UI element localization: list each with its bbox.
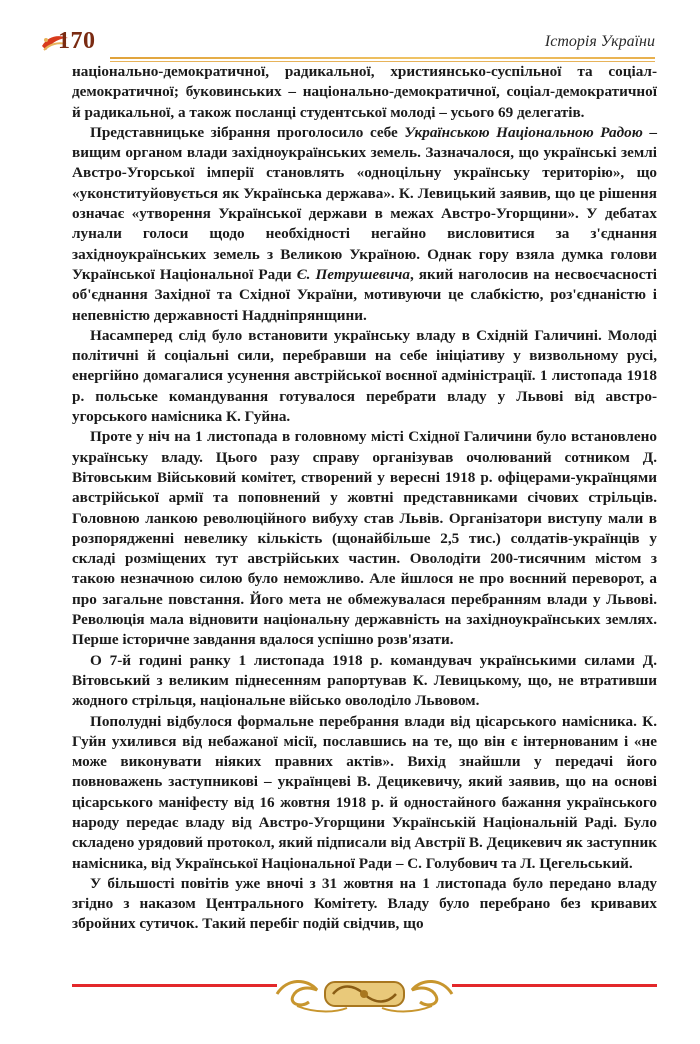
- page-footer: [72, 972, 657, 1022]
- paragraph-2-italic: Є. Петрушевича: [296, 265, 410, 283]
- paragraph-4: Проте у ніч на 1 листопада в головному місті Східної Галичини було встановлено українську владу. Цього разу справу організував очолюваний сотником Д. Вітовським Військовий комітет, створений у вересні 1918 р. офіцерами-українцями австрійської армії та поповнений у жовтні представниками січових стрільців. Головною ланкою революційного вибуху став Львів. Організатори виступу мали в розпорядженні невелику кількість (щонайбільше 2,5 тис.) солдатів-українців у складі розміщених тут австрійських частин. Оволодіти 200-тисячним містом з такою незначною силою було неможливо. Але йшлося не про воєнний переворот, а про загальне повстання. Його мета не обмежувалася перебранням влади у Львові. Революція мала відновити національну державність на західноукраїнських землях. Перше історичне завдання вдалося успішно розв'язати.: [72, 428, 657, 649]
- page-body: [72, 62, 657, 935]
- paragraph-2-italic: Українською Національною Радою: [404, 123, 643, 141]
- header-rule: [110, 57, 655, 59]
- paragraph-5: О 7-й годині ранку 1 листопада 1918 р. командувач українськими силами Д. Вітовський з великим піднесенням рапортував К. Левицькому, що, не втративши жодного стрільця, національне військо оволоділо Львовом.: [72, 651, 657, 710]
- book-title: Історія України: [544, 33, 655, 50]
- footer-rule-right: [452, 984, 657, 987]
- paragraph-2-part: , який наголосив на несвоєчасності об'єднання Західної та Східної України, мотивуючи це слабкістю, роз'єднаністю і непевністю державності Наддніпрянщини.: [72, 265, 657, 324]
- paragraph-2-part: – вищим органом влади західноукраїнських земель. Зазначалося, що українські землі Австро-Угорської імперії становлять «одноцільну українську територію», що «уконституйовується як Українська держава». К. Левицький заявив, що це рішення означає «утворення Української держави в межах Австро-Угорщини». У дебатах лунали голоси щодо необхідності негайно висловитися за з'єднання західноукраїнських земель з Великою Україною. Однак гору взяла думка голови Української Національної Ради: [72, 123, 658, 283]
- paragraph-7: У більшості повітів уже вночі з 31 жовтня на 1 листопада було передано владу згідно з наказом Центрального Комітету. Владу було перебрано без кривавих збройних сутичок. Такий перебіг подій свідчив, що: [72, 874, 657, 933]
- paragraph-3: Насамперед слід було встановити українську владу в Східній Галичині. Молоді політичні й соціальні сили, перебравши на себе ініціативу у визвольному русі, енергійно домагалися усунення австрійської воєнної адміністрації. 1 листопада 1918 р. польське командування готувалося перебрати владу у Львові від австро-угорського намісника К. Гуйна.: [72, 326, 657, 426]
- paragraph-1: національно-демократичної, радикальної, християнсько-суспільної та соціал-демократичної; буковинських – національно-демократичної, соціал-демократичної й радикальної, а також посланці студентської молоді – усього 69 делегатів.: [72, 63, 657, 121]
- paragraph-6: Пополудні відбулося формальне перебрання влади від цісарського намісника. К. Гуйн ухилився від небажаної місії, пославшись на те, що він є інтернованим і «не може виконувати ніяких правних актів». Вихід знайшли у передачі його повноважень заступникові – українцеві В. Децикевичу, який заявив, що на основі цісарського маніфесту від 16 жовтня 1918 р. й одностайного бажання українського народу передає владу від Австро-Угорщини Українській Національній Раді. Було складено урядовий протокол, який підписали від Австрії В. Децикевич як заступник намісника, від Української Національної Ради – С. Голубович та Л. Цегельський.: [72, 712, 657, 872]
- page-number: 170: [58, 28, 96, 54]
- paragraph-2: [72, 123, 657, 326]
- page-header: [40, 28, 655, 58]
- scroll-ornament-icon: [267, 972, 462, 1016]
- paragraph-2-part: Представницьке зібрання проголосило себе: [90, 123, 405, 141]
- footer-rule-left: [72, 984, 277, 987]
